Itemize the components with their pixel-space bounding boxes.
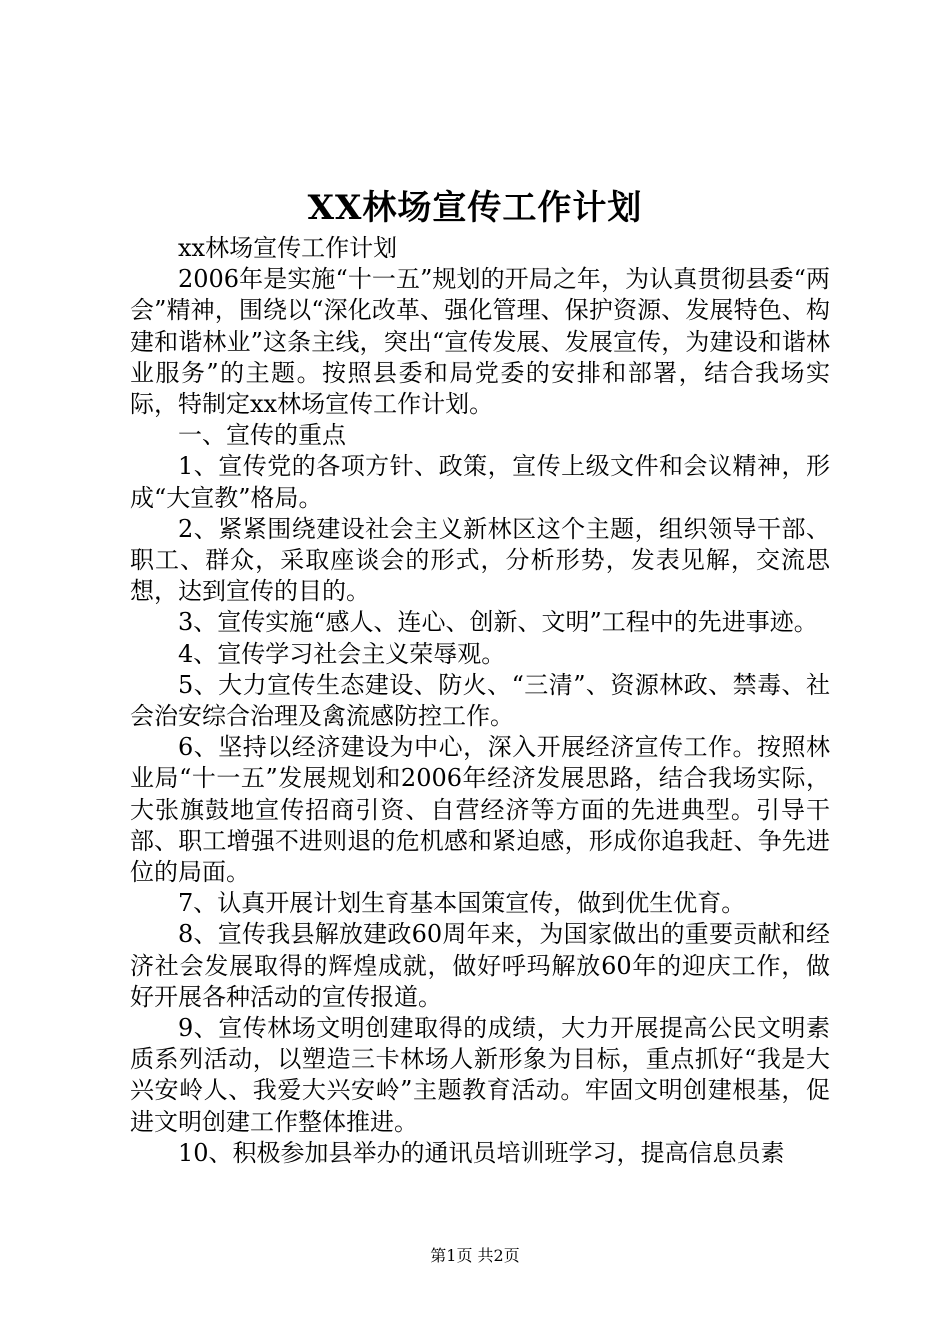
paragraph-subtitle: xx林场宣传工作计划 <box>178 234 398 262</box>
paragraph-item-10: 10、积极参加县举办的通讯员培训班学习，提高信息员素 <box>178 1138 785 1167</box>
section-heading: 一、宣传的重点 <box>178 421 346 450</box>
paragraph-item-8: 8、宣传我县解放建政60周年来，为国家做出的重要贡献和经济社会发展取得的辉煌成就，做好呼玛解放60年的迎庆工作，做好开展各种活动的宣传报道。 <box>130 920 830 1011</box>
paragraph-item-3: 3、宣传实施“感人、连心、创新、文明”工程中的先进事迹。 <box>178 608 818 637</box>
paragraph-item-7: 7、认真开展计划生育基本国策宣传，做到优生优育。 <box>178 889 746 918</box>
paragraph-item-9: 9、宣传林场文明创建取得的成绩，大力开展提高公民文明素质系列活动，以塑造三卡林场人新形象为目标，重点抓好“我是大兴安岭人、我爱大兴安岭”主题教育活动。牢固文明创建根基，促进文明创建工作整体推进。 <box>130 1014 830 1136</box>
paragraph-item-1: 1、宣传党的各项方针、政策，宣传上级文件和会议精神，形成“大宣教”格局。 <box>130 452 830 512</box>
document-title: XX林场宣传工作计划 <box>307 188 643 228</box>
paragraph-item-5: 5、大力宣传生态建设、防火、“三清”、资源林政、禁毒、社会治安综合治理及禽流感防控工作。 <box>130 670 830 731</box>
paragraph-intro: 2006年是实施“十一五”规划的开局之年，为认真贯彻县委“两会”精神，围绕以“深化改革、强化管理、保护资源、发展特色、构建和谐林业”这条主线，突出“宣传发展、发展宣传，为建设和谐林业服务”的主题。按照县委和局党委的安排和部署，结合我场实际，特制定xx林场宣传工作计划。 <box>130 265 830 419</box>
paragraph-item-6: 6、坚持以经济建设为中心，深入开展经济宣传工作。按照林业局“十一五”发展规划和2006年经济发展思路，结合我场实际，大张旗鼓地宣传招商引资、自营经济等方面的先进典型。引导干部、职工增强不进则退的危机感和紧迫感，形成你追我赶、争先进位的局面。 <box>130 733 830 887</box>
paragraph-item-2: 2、紧紧围绕建设社会主义新林区这个主题，组织领导干部、职工、群众，采取座谈会的形式，分析形势，发表见解，交流思想，达到宣传的目的。 <box>130 514 830 606</box>
paragraph-item-4: 4、宣传学习社会主义荣辱观。 <box>178 639 506 668</box>
page-number-footer: 第1页 共2页 <box>430 1246 520 1265</box>
document-body <box>130 233 830 1169</box>
